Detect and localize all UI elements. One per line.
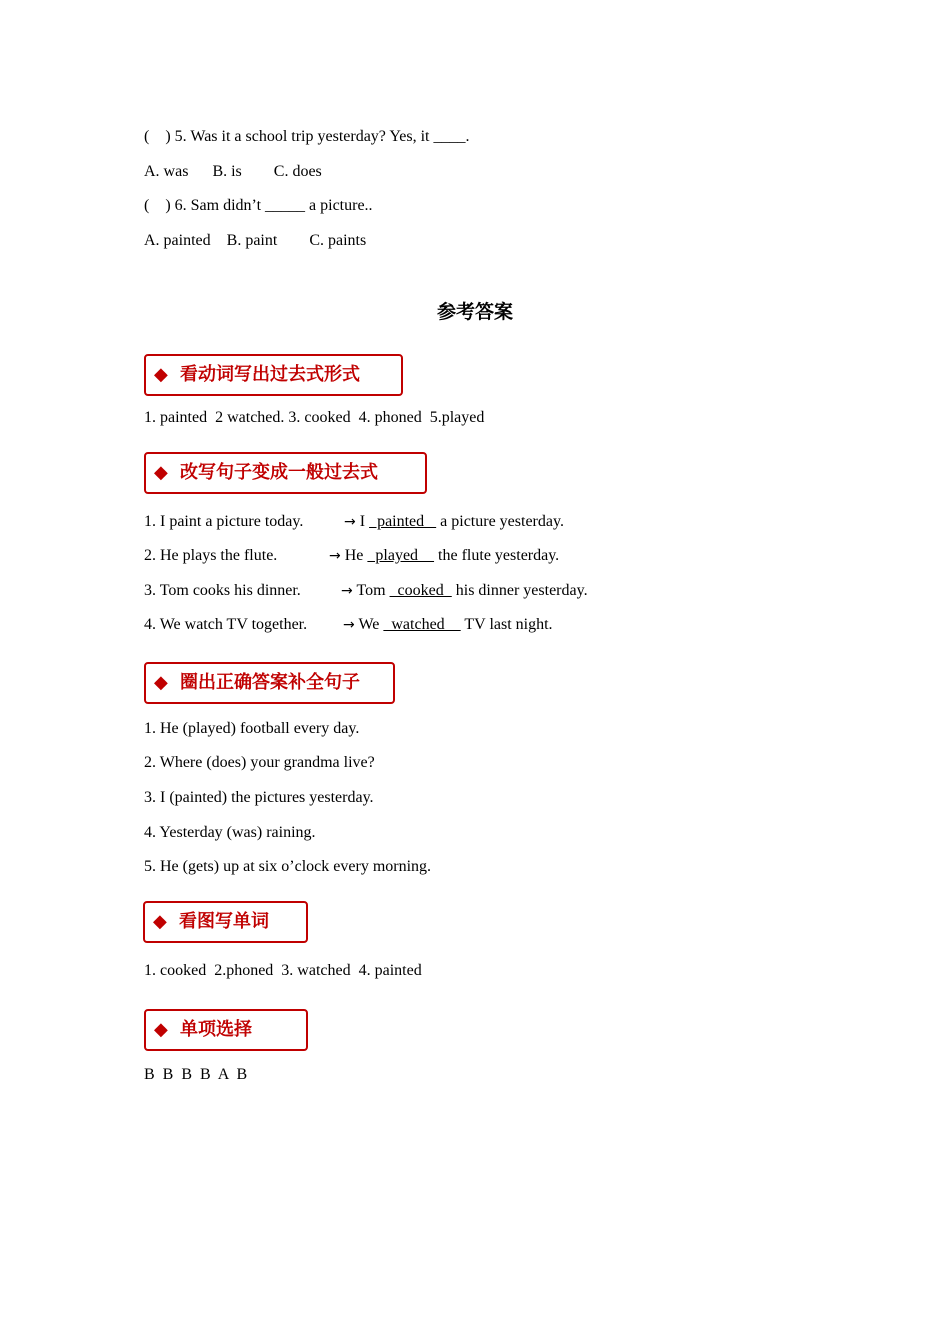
question-6: ( ) 6. Sam didn’t _____ a picture.. bbox=[144, 197, 373, 214]
arrow-icon: → bbox=[341, 583, 353, 599]
circle-answer-2: 2. Where (does) your grandma live? bbox=[144, 754, 375, 771]
diamond-icon: ◆ bbox=[154, 462, 168, 483]
rewrite-1-original: 1. I paint a picture today. bbox=[144, 513, 304, 530]
circle-answer-3: 3. I (painted) the pictures yesterday. bbox=[144, 789, 374, 806]
arrow-icon: → bbox=[343, 617, 355, 633]
section-heading-label: 看动词写出过去式形式 bbox=[180, 364, 360, 385]
rewrite-post: TV last night. bbox=[460, 616, 553, 633]
rewrite-3-answer bbox=[341, 581, 588, 601]
rewrite-blank: cooked bbox=[389, 582, 452, 599]
section-1-answer: 1. painted 2 watched. 3. cooked 4. phoned 5.played bbox=[144, 409, 485, 426]
question-6-options: A. painted B. paint C. paints bbox=[144, 232, 367, 249]
diamond-icon: ◆ bbox=[154, 1019, 168, 1040]
rewrite-post: a picture yesterday. bbox=[436, 513, 564, 530]
rewrite-2-original: 2. He plays the flute. bbox=[144, 547, 278, 564]
rewrite-pre: He bbox=[340, 547, 368, 564]
rewrite-1-answer bbox=[344, 512, 564, 532]
section-heading-label: 圈出正确答案补全句子 bbox=[180, 672, 360, 693]
section-heading-rewrite bbox=[144, 452, 427, 494]
section-heading-past-tense bbox=[144, 354, 403, 396]
section-5-answer: B B B B A B bbox=[144, 1066, 248, 1083]
question-5: ( ) 5. Was it a school trip yesterday? Yes, it ____. bbox=[144, 128, 470, 145]
rewrite-4-original: 4. We watch TV together. bbox=[144, 616, 308, 633]
circle-answer-5: 5. He (gets) up at six o’clock every morning. bbox=[144, 858, 432, 875]
rewrite-4-answer bbox=[343, 615, 553, 635]
circle-answer-4: 4. Yesterday (was) raining. bbox=[144, 824, 316, 841]
circle-answer-1: 1. He (played) football every day. bbox=[144, 720, 360, 737]
rewrite-post: his dinner yesterday. bbox=[451, 582, 588, 599]
answer-title: 参考答案 bbox=[436, 301, 513, 323]
diamond-icon: ◆ bbox=[154, 364, 168, 385]
arrow-icon: → bbox=[344, 514, 356, 530]
diamond-icon: ◆ bbox=[153, 911, 167, 932]
rewrite-pre: We bbox=[354, 616, 384, 633]
question-5-options: A. was B. is C. does bbox=[144, 163, 322, 180]
rewrite-pre: Tom bbox=[352, 582, 390, 599]
rewrite-3-original: 3. Tom cooks his dinner. bbox=[144, 582, 301, 599]
section-heading-label: 单项选择 bbox=[180, 1019, 252, 1040]
rewrite-2-answer bbox=[329, 546, 559, 566]
section-heading-circle bbox=[144, 662, 395, 704]
section-heading-label: 改写句子变成一般过去式 bbox=[180, 462, 378, 483]
rewrite-blank: played bbox=[367, 547, 435, 564]
section-4-answer: 1. cooked 2.phoned 3. watched 4. painted bbox=[144, 962, 422, 979]
section-heading-label: 看图写单词 bbox=[179, 911, 269, 932]
rewrite-post: the flute yesterday. bbox=[434, 547, 560, 564]
rewrite-blank: painted bbox=[369, 513, 437, 530]
section-heading-picture-words bbox=[143, 901, 308, 943]
diamond-icon: ◆ bbox=[154, 672, 168, 693]
arrow-icon: → bbox=[329, 548, 341, 564]
rewrite-pre: I bbox=[355, 513, 370, 530]
rewrite-blank: watched bbox=[383, 616, 461, 633]
section-heading-multiple-choice bbox=[144, 1009, 308, 1051]
